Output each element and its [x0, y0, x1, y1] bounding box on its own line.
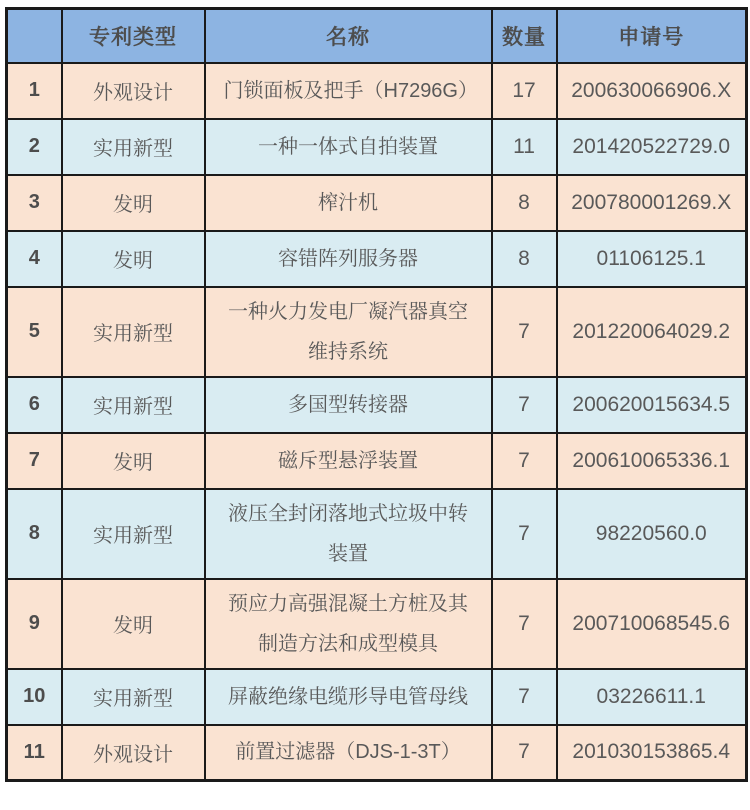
- quantity-cell: 7: [492, 433, 557, 489]
- row-index-cell: 9: [7, 579, 62, 669]
- patent-name-cell: 屏蔽绝缘电缆形导电管母线: [205, 669, 492, 725]
- application-number-cell: 03226611.1: [557, 669, 747, 725]
- quantity-cell: 7: [492, 669, 557, 725]
- application-number-cell: 201030153865.4: [557, 725, 747, 781]
- header-patent-name-cell: 名称: [205, 9, 492, 63]
- patent-name-cell: 一种一体式自拍装置: [205, 119, 492, 175]
- application-number-cell: 200710068545.6: [557, 579, 747, 669]
- patent-name-cell: 榨汁机: [205, 175, 492, 231]
- header-row: [7, 9, 747, 63]
- table-row: [7, 63, 747, 119]
- row-index-cell: 6: [7, 377, 62, 433]
- quantity-cell: 7: [492, 377, 557, 433]
- patent-name-cell: 液压全封闭落地式垃圾中转装置: [205, 489, 492, 579]
- table-row: [7, 231, 747, 287]
- table-row: [7, 119, 747, 175]
- patent-type-cell: 发明: [62, 579, 205, 669]
- patent-name-cell: 磁斥型悬浮装置: [205, 433, 492, 489]
- patent-table: [5, 7, 748, 782]
- quantity-cell: 17: [492, 63, 557, 119]
- patent-name-cell: 前置过滤器（DJS-1-3T）: [205, 725, 492, 781]
- row-index-cell: 1: [7, 63, 62, 119]
- patent-type-cell: 实用新型: [62, 377, 205, 433]
- table-row: [7, 579, 747, 669]
- patent-type-cell: 外观设计: [62, 725, 205, 781]
- patent-name-cell: 多国型转接器: [205, 377, 492, 433]
- patent-type-cell: 发明: [62, 175, 205, 231]
- patent-type-cell: 实用新型: [62, 287, 205, 377]
- application-number-cell: 201220064029.2: [557, 287, 747, 377]
- table-row: [7, 725, 747, 781]
- row-index-cell: 4: [7, 231, 62, 287]
- row-index-cell: 8: [7, 489, 62, 579]
- application-number-cell: 200630066906.X: [557, 63, 747, 119]
- quantity-cell: 7: [492, 579, 557, 669]
- row-index-cell: 2: [7, 119, 62, 175]
- patent-name-cell: 预应力高强混凝土方桩及其制造方法和成型模具: [205, 579, 492, 669]
- table-row: [7, 669, 747, 725]
- patent-type-cell: 发明: [62, 433, 205, 489]
- header-index-cell: [7, 9, 62, 63]
- patent-name-cell: 门锁面板及把手（H7296G）: [205, 63, 492, 119]
- application-number-cell: 98220560.0: [557, 489, 747, 579]
- table-row: [7, 489, 747, 579]
- patent-type-cell: 外观设计: [62, 63, 205, 119]
- patent-name-cell: 容错阵列服务器: [205, 231, 492, 287]
- patent-type-cell: 实用新型: [62, 489, 205, 579]
- row-index-cell: 11: [7, 725, 62, 781]
- table-header: [7, 9, 747, 63]
- table-row: [7, 175, 747, 231]
- header-quantity-cell: 数量: [492, 9, 557, 63]
- quantity-cell: 8: [492, 175, 557, 231]
- header-application-no-cell: 申请号: [557, 9, 747, 63]
- row-index-cell: 10: [7, 669, 62, 725]
- quantity-cell: 8: [492, 231, 557, 287]
- patent-type-cell: 发明: [62, 231, 205, 287]
- application-number-cell: 200610065336.1: [557, 433, 747, 489]
- application-number-cell: 200620015634.5: [557, 377, 747, 433]
- quantity-cell: 7: [492, 725, 557, 781]
- quantity-cell: 7: [492, 489, 557, 579]
- application-number-cell: 01106125.1: [557, 231, 747, 287]
- row-index-cell: 7: [7, 433, 62, 489]
- table-row: [7, 287, 747, 377]
- row-index-cell: 5: [7, 287, 62, 377]
- patent-name-cell: 一种火力发电厂凝汽器真空维持系统: [205, 287, 492, 377]
- patent-type-cell: 实用新型: [62, 119, 205, 175]
- quantity-cell: 7: [492, 287, 557, 377]
- quantity-cell: 11: [492, 119, 557, 175]
- application-number-cell: 200780001269.X: [557, 175, 747, 231]
- table-row: [7, 433, 747, 489]
- table-body: [7, 63, 747, 781]
- row-index-cell: 3: [7, 175, 62, 231]
- patent-type-cell: 实用新型: [62, 669, 205, 725]
- header-patent-type-cell: 专利类型: [62, 9, 205, 63]
- application-number-cell: 201420522729.0: [557, 119, 747, 175]
- table-row: [7, 377, 747, 433]
